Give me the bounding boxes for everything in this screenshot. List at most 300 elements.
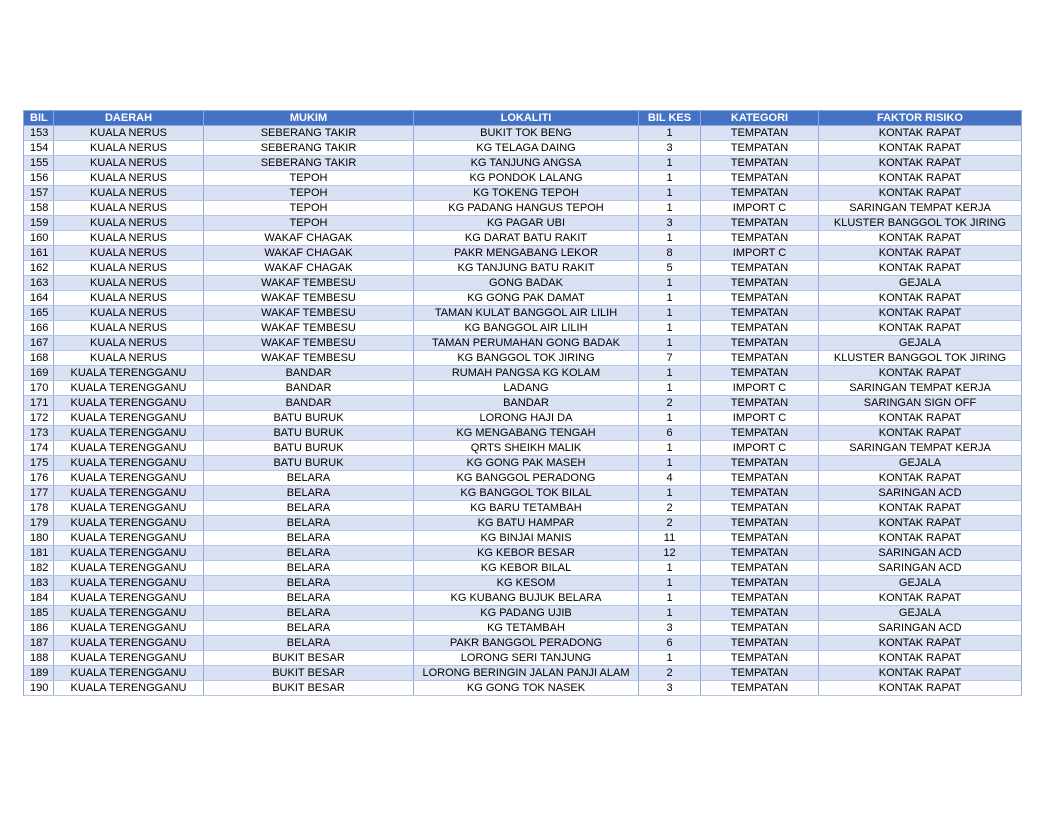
cell-bil: 163	[24, 276, 54, 291]
cell-lokaliti: KG PADANG HANGUS TEPOH	[414, 201, 639, 216]
cell-bil-kes: 2	[639, 501, 701, 516]
cell-bil-kes: 6	[639, 636, 701, 651]
cell-faktor-risiko: KONTAK RAPAT	[819, 651, 1022, 666]
cell-bil-kes: 1	[639, 591, 701, 606]
cell-kategori: TEMPATAN	[701, 366, 819, 381]
cell-faktor-risiko: GEJALA	[819, 456, 1022, 471]
cell-bil: 165	[24, 306, 54, 321]
cell-bil-kes: 1	[639, 306, 701, 321]
cell-kategori: TEMPATAN	[701, 426, 819, 441]
cell-lokaliti: KG BANGGOL AIR LILIH	[414, 321, 639, 336]
cell-lokaliti: KG TELAGA DAING	[414, 141, 639, 156]
cell-kategori: TEMPATAN	[701, 336, 819, 351]
cell-faktor-risiko: GEJALA	[819, 606, 1022, 621]
cell-lokaliti: KG KUBANG BUJUK BELARA	[414, 591, 639, 606]
cell-bil: 181	[24, 546, 54, 561]
case-table	[23, 110, 1022, 696]
table-row	[24, 171, 1022, 186]
table-row	[24, 546, 1022, 561]
cell-daerah: KUALA TERENGGANU	[54, 606, 204, 621]
cell-faktor-risiko: SARINGAN TEMPAT KERJA	[819, 441, 1022, 456]
cell-faktor-risiko: KONTAK RAPAT	[819, 366, 1022, 381]
cell-faktor-risiko: KLUSTER BANGGOL TOK JIRING	[819, 351, 1022, 366]
cell-bil-kes: 7	[639, 351, 701, 366]
cell-lokaliti: KG PAGAR UBI	[414, 216, 639, 231]
cell-daerah: KUALA TERENGGANU	[54, 486, 204, 501]
cell-kategori: TEMPATAN	[701, 546, 819, 561]
cell-daerah: KUALA TERENGGANU	[54, 651, 204, 666]
cell-mukim: TEPOH	[204, 201, 414, 216]
cell-bil: 178	[24, 501, 54, 516]
cell-mukim: WAKAF TEMBESU	[204, 321, 414, 336]
cell-lokaliti: KG KEBOR BESAR	[414, 546, 639, 561]
cell-lokaliti: KG BANGGOL PERADONG	[414, 471, 639, 486]
cell-bil-kes: 1	[639, 156, 701, 171]
cell-mukim: SEBERANG TAKIR	[204, 126, 414, 141]
cell-lokaliti: LORONG SERI TANJUNG	[414, 651, 639, 666]
cell-kategori: TEMPATAN	[701, 231, 819, 246]
cell-kategori: TEMPATAN	[701, 471, 819, 486]
cell-mukim: BELARA	[204, 621, 414, 636]
cell-mukim: BELARA	[204, 531, 414, 546]
cell-mukim: BANDAR	[204, 366, 414, 381]
table-row	[24, 456, 1022, 471]
cell-daerah: KUALA NERUS	[54, 321, 204, 336]
cell-lokaliti: TAMAN KULAT BANGGOL AIR LILIH	[414, 306, 639, 321]
cell-faktor-risiko: KONTAK RAPAT	[819, 411, 1022, 426]
header-mukim: MUKIM	[204, 111, 414, 126]
cell-bil-kes: 1	[639, 126, 701, 141]
cell-daerah: KUALA TERENGGANU	[54, 426, 204, 441]
table-row	[24, 381, 1022, 396]
cell-faktor-risiko: KONTAK RAPAT	[819, 126, 1022, 141]
cell-bil: 173	[24, 426, 54, 441]
cell-daerah: KUALA NERUS	[54, 291, 204, 306]
cell-mukim: SEBERANG TAKIR	[204, 156, 414, 171]
cell-bil: 161	[24, 246, 54, 261]
cell-daerah: KUALA NERUS	[54, 306, 204, 321]
cell-faktor-risiko: KONTAK RAPAT	[819, 681, 1022, 696]
cell-daerah: KUALA TERENGGANU	[54, 576, 204, 591]
cell-kategori: TEMPATAN	[701, 351, 819, 366]
cell-lokaliti: RUMAH PANGSA KG KOLAM	[414, 366, 639, 381]
table-row	[24, 651, 1022, 666]
cell-faktor-risiko: KONTAK RAPAT	[819, 246, 1022, 261]
cell-faktor-risiko: KONTAK RAPAT	[819, 306, 1022, 321]
table-header-row	[24, 111, 1022, 126]
cell-faktor-risiko: KONTAK RAPAT	[819, 636, 1022, 651]
header-lokaliti: LOKALITI	[414, 111, 639, 126]
cell-bil-kes: 12	[639, 546, 701, 561]
cell-mukim: BELARA	[204, 576, 414, 591]
table-row	[24, 126, 1022, 141]
cell-faktor-risiko: KLUSTER BANGGOL TOK JIRING	[819, 216, 1022, 231]
cell-mukim: BELARA	[204, 501, 414, 516]
cell-bil-kes: 1	[639, 561, 701, 576]
cell-bil-kes: 4	[639, 471, 701, 486]
cell-faktor-risiko: SARINGAN TEMPAT KERJA	[819, 381, 1022, 396]
cell-bil-kes: 1	[639, 186, 701, 201]
table-row	[24, 576, 1022, 591]
cell-bil: 189	[24, 666, 54, 681]
cell-mukim: TEPOH	[204, 186, 414, 201]
cell-faktor-risiko: KONTAK RAPAT	[819, 291, 1022, 306]
cell-lokaliti: LORONG BERINGIN JALAN PANJI ALAM	[414, 666, 639, 681]
cell-daerah: KUALA TERENGGANU	[54, 546, 204, 561]
cell-faktor-risiko: KONTAK RAPAT	[819, 666, 1022, 681]
cell-kategori: TEMPATAN	[701, 186, 819, 201]
cell-faktor-risiko: SARINGAN TEMPAT KERJA	[819, 201, 1022, 216]
cell-lokaliti: KG BATU HAMPAR	[414, 516, 639, 531]
cell-bil-kes: 1	[639, 366, 701, 381]
table-row	[24, 366, 1022, 381]
cell-kategori: TEMPATAN	[701, 591, 819, 606]
table-row	[24, 516, 1022, 531]
cell-faktor-risiko: GEJALA	[819, 336, 1022, 351]
cell-bil: 171	[24, 396, 54, 411]
cell-bil: 179	[24, 516, 54, 531]
cell-kategori: TEMPATAN	[701, 621, 819, 636]
cell-daerah: KUALA TERENGGANU	[54, 666, 204, 681]
cell-faktor-risiko: KONTAK RAPAT	[819, 591, 1022, 606]
cell-lokaliti: KG PADANG UJIB	[414, 606, 639, 621]
cell-kategori: TEMPATAN	[701, 681, 819, 696]
cell-faktor-risiko: KONTAK RAPAT	[819, 321, 1022, 336]
cell-daerah: KUALA NERUS	[54, 276, 204, 291]
cell-faktor-risiko: KONTAK RAPAT	[819, 171, 1022, 186]
cell-bil: 176	[24, 471, 54, 486]
cell-faktor-risiko: KONTAK RAPAT	[819, 426, 1022, 441]
table-row	[24, 441, 1022, 456]
cell-lokaliti: QRTS SHEIKH MALIK	[414, 441, 639, 456]
cell-mukim: BUKIT BESAR	[204, 651, 414, 666]
cell-lokaliti: KG BANGGOL TOK BILAL	[414, 486, 639, 501]
cell-mukim: BELARA	[204, 591, 414, 606]
table-row	[24, 276, 1022, 291]
cell-daerah: KUALA TERENGGANU	[54, 636, 204, 651]
cell-bil-kes: 2	[639, 396, 701, 411]
cell-kategori: TEMPATAN	[701, 126, 819, 141]
table-row	[24, 636, 1022, 651]
cell-kategori: TEMPATAN	[701, 396, 819, 411]
table-row	[24, 231, 1022, 246]
cell-bil: 185	[24, 606, 54, 621]
cell-mukim: WAKAF TEMBESU	[204, 351, 414, 366]
cell-lokaliti: PAKR MENGABANG LEKOR	[414, 246, 639, 261]
cell-kategori: TEMPATAN	[701, 261, 819, 276]
cell-bil: 168	[24, 351, 54, 366]
table-row	[24, 336, 1022, 351]
cell-kategori: TEMPATAN	[701, 171, 819, 186]
cell-lokaliti: KG PONDOK LALANG	[414, 171, 639, 186]
cell-lokaliti: KG DARAT BATU RAKIT	[414, 231, 639, 246]
table-row	[24, 261, 1022, 276]
cell-mukim: BATU BURUK	[204, 441, 414, 456]
cell-bil-kes: 1	[639, 336, 701, 351]
cell-faktor-risiko: SARINGAN ACD	[819, 621, 1022, 636]
cell-bil: 159	[24, 216, 54, 231]
cell-bil: 167	[24, 336, 54, 351]
cell-bil: 164	[24, 291, 54, 306]
cell-bil: 182	[24, 561, 54, 576]
cell-mukim: BELARA	[204, 546, 414, 561]
cell-kategori: TEMPATAN	[701, 156, 819, 171]
table-row	[24, 411, 1022, 426]
cell-mukim: WAKAF TEMBESU	[204, 306, 414, 321]
cell-bil: 157	[24, 186, 54, 201]
table-row	[24, 141, 1022, 156]
cell-daerah: KUALA TERENGGANU	[54, 561, 204, 576]
cell-mukim: TEPOH	[204, 171, 414, 186]
cell-daerah: KUALA NERUS	[54, 126, 204, 141]
cell-kategori: IMPORT C	[701, 411, 819, 426]
table-row	[24, 186, 1022, 201]
cell-bil: 190	[24, 681, 54, 696]
cell-bil: 156	[24, 171, 54, 186]
cell-faktor-risiko: SARINGAN ACD	[819, 546, 1022, 561]
cell-lokaliti: KG GONG PAK MASEH	[414, 456, 639, 471]
cell-mukim: BANDAR	[204, 396, 414, 411]
cell-daerah: KUALA TERENGGANU	[54, 441, 204, 456]
cell-daerah: KUALA NERUS	[54, 231, 204, 246]
cell-bil: 154	[24, 141, 54, 156]
cell-daerah: KUALA TERENGGANU	[54, 681, 204, 696]
cell-lokaliti: KG KEBOR BILAL	[414, 561, 639, 576]
header-kategori: KATEGORI	[701, 111, 819, 126]
cell-lokaliti: PAKR BANGGOL PERADONG	[414, 636, 639, 651]
table-row	[24, 351, 1022, 366]
cell-kategori: TEMPATAN	[701, 321, 819, 336]
cell-kategori: TEMPATAN	[701, 531, 819, 546]
cell-lokaliti: GONG BADAK	[414, 276, 639, 291]
cell-daerah: KUALA NERUS	[54, 156, 204, 171]
header-bil-kes: BIL KES	[639, 111, 701, 126]
cell-bil: 174	[24, 441, 54, 456]
cell-mukim: TEPOH	[204, 216, 414, 231]
cell-mukim: BATU BURUK	[204, 456, 414, 471]
table-row	[24, 591, 1022, 606]
cell-bil-kes: 3	[639, 216, 701, 231]
table-row	[24, 531, 1022, 546]
cell-lokaliti: LORONG HAJI DA	[414, 411, 639, 426]
cell-faktor-risiko: GEJALA	[819, 276, 1022, 291]
cell-kategori: IMPORT C	[701, 381, 819, 396]
cell-bil: 170	[24, 381, 54, 396]
cell-faktor-risiko: KONTAK RAPAT	[819, 501, 1022, 516]
cell-mukim: BUKIT BESAR	[204, 666, 414, 681]
cell-bil-kes: 1	[639, 171, 701, 186]
cell-daerah: KUALA TERENGGANU	[54, 471, 204, 486]
cell-kategori: TEMPATAN	[701, 666, 819, 681]
cell-daerah: KUALA TERENGGANU	[54, 366, 204, 381]
cell-bil-kes: 1	[639, 486, 701, 501]
table-row	[24, 396, 1022, 411]
header-faktor-risiko: FAKTOR RISIKO	[819, 111, 1022, 126]
cell-bil: 162	[24, 261, 54, 276]
cell-lokaliti: KG MENGABANG TENGAH	[414, 426, 639, 441]
cell-lokaliti: KG TANJUNG ANGSA	[414, 156, 639, 171]
cell-mukim: BELARA	[204, 486, 414, 501]
cell-faktor-risiko: KONTAK RAPAT	[819, 261, 1022, 276]
cell-bil-kes: 3	[639, 681, 701, 696]
cell-bil: 160	[24, 231, 54, 246]
cell-bil-kes: 3	[639, 621, 701, 636]
cell-bil-kes: 1	[639, 291, 701, 306]
cell-lokaliti: BUKIT TOK BENG	[414, 126, 639, 141]
cell-daerah: KUALA NERUS	[54, 141, 204, 156]
table-row	[24, 561, 1022, 576]
cell-bil: 188	[24, 651, 54, 666]
cell-faktor-risiko: SARINGAN SIGN OFF	[819, 396, 1022, 411]
cell-mukim: BANDAR	[204, 381, 414, 396]
table-row	[24, 246, 1022, 261]
cell-bil: 169	[24, 366, 54, 381]
cell-lokaliti: BANDAR	[414, 396, 639, 411]
cell-lokaliti: KG GONG PAK DAMAT	[414, 291, 639, 306]
cell-bil: 187	[24, 636, 54, 651]
cell-kategori: TEMPATAN	[701, 276, 819, 291]
cell-bil-kes: 1	[639, 456, 701, 471]
cell-kategori: TEMPATAN	[701, 501, 819, 516]
cell-kategori: IMPORT C	[701, 246, 819, 261]
cell-lokaliti: TAMAN PERUMAHAN GONG BADAK	[414, 336, 639, 351]
cell-kategori: TEMPATAN	[701, 561, 819, 576]
cell-bil-kes: 2	[639, 516, 701, 531]
cell-faktor-risiko: KONTAK RAPAT	[819, 141, 1022, 156]
table-row	[24, 681, 1022, 696]
table-row	[24, 426, 1022, 441]
cell-mukim: WAKAF CHAGAK	[204, 231, 414, 246]
cell-daerah: KUALA NERUS	[54, 171, 204, 186]
cell-lokaliti: KG TETAMBAH	[414, 621, 639, 636]
cell-daerah: KUALA TERENGGANU	[54, 411, 204, 426]
cell-lokaliti: KG TOKENG TEPOH	[414, 186, 639, 201]
cell-kategori: TEMPATAN	[701, 606, 819, 621]
table-row	[24, 606, 1022, 621]
cell-daerah: KUALA NERUS	[54, 216, 204, 231]
table-row	[24, 291, 1022, 306]
cell-faktor-risiko: KONTAK RAPAT	[819, 516, 1022, 531]
cell-mukim: BELARA	[204, 636, 414, 651]
cell-bil-kes: 1	[639, 576, 701, 591]
cell-mukim: WAKAF TEMBESU	[204, 336, 414, 351]
cell-bil: 166	[24, 321, 54, 336]
cell-bil: 153	[24, 126, 54, 141]
cell-daerah: KUALA TERENGGANU	[54, 516, 204, 531]
cell-mukim: WAKAF CHAGAK	[204, 261, 414, 276]
cell-mukim: BUKIT BESAR	[204, 681, 414, 696]
cell-mukim: WAKAF TEMBESU	[204, 291, 414, 306]
header-bil: BIL	[24, 111, 54, 126]
table-row	[24, 306, 1022, 321]
cell-bil: 177	[24, 486, 54, 501]
cell-faktor-risiko: KONTAK RAPAT	[819, 471, 1022, 486]
cell-bil: 158	[24, 201, 54, 216]
table-body	[24, 126, 1022, 696]
cell-kategori: TEMPATAN	[701, 651, 819, 666]
cell-bil-kes: 11	[639, 531, 701, 546]
cell-kategori: TEMPATAN	[701, 141, 819, 156]
table-row	[24, 621, 1022, 636]
cell-faktor-risiko: KONTAK RAPAT	[819, 156, 1022, 171]
cell-daerah: KUALA TERENGGANU	[54, 456, 204, 471]
table-row	[24, 471, 1022, 486]
cell-daerah: KUALA NERUS	[54, 186, 204, 201]
cell-kategori: TEMPATAN	[701, 636, 819, 651]
table-row	[24, 156, 1022, 171]
cell-daerah: KUALA NERUS	[54, 246, 204, 261]
cell-kategori: TEMPATAN	[701, 306, 819, 321]
cell-bil-kes: 1	[639, 201, 701, 216]
cell-daerah: KUALA TERENGGANU	[54, 591, 204, 606]
cell-daerah: KUALA TERENGGANU	[54, 501, 204, 516]
cell-faktor-risiko: SARINGAN ACD	[819, 561, 1022, 576]
cell-bil: 180	[24, 531, 54, 546]
cell-bil-kes: 8	[639, 246, 701, 261]
cell-daerah: KUALA TERENGGANU	[54, 531, 204, 546]
cell-daerah: KUALA TERENGGANU	[54, 396, 204, 411]
cell-daerah: KUALA NERUS	[54, 351, 204, 366]
cell-bil-kes: 1	[639, 321, 701, 336]
table-row	[24, 501, 1022, 516]
cell-faktor-risiko: SARINGAN ACD	[819, 486, 1022, 501]
header-daerah: DAERAH	[54, 111, 204, 126]
cell-bil-kes: 6	[639, 426, 701, 441]
cell-kategori: IMPORT C	[701, 201, 819, 216]
cell-bil: 186	[24, 621, 54, 636]
cell-mukim: SEBERANG TAKIR	[204, 141, 414, 156]
cell-daerah: KUALA TERENGGANU	[54, 381, 204, 396]
cell-mukim: BELARA	[204, 516, 414, 531]
cell-bil: 175	[24, 456, 54, 471]
cell-bil-kes: 1	[639, 441, 701, 456]
cell-mukim: BATU BURUK	[204, 426, 414, 441]
cell-faktor-risiko: KONTAK RAPAT	[819, 531, 1022, 546]
case-table-container	[23, 110, 1021, 696]
table-row	[24, 486, 1022, 501]
cell-daerah: KUALA NERUS	[54, 261, 204, 276]
cell-daerah: KUALA TERENGGANU	[54, 621, 204, 636]
table-row	[24, 216, 1022, 231]
cell-daerah: KUALA NERUS	[54, 336, 204, 351]
cell-bil-kes: 2	[639, 666, 701, 681]
cell-mukim: BELARA	[204, 471, 414, 486]
cell-mukim: BATU BURUK	[204, 411, 414, 426]
table-row	[24, 201, 1022, 216]
cell-mukim: WAKAF TEMBESU	[204, 276, 414, 291]
cell-faktor-risiko: KONTAK RAPAT	[819, 186, 1022, 201]
cell-mukim: BELARA	[204, 561, 414, 576]
cell-kategori: TEMPATAN	[701, 456, 819, 471]
cell-lokaliti: KG TANJUNG BATU RAKIT	[414, 261, 639, 276]
cell-lokaliti: KG BARU TETAMBAH	[414, 501, 639, 516]
cell-bil: 155	[24, 156, 54, 171]
cell-mukim: WAKAF CHAGAK	[204, 246, 414, 261]
cell-bil: 172	[24, 411, 54, 426]
cell-bil-kes: 3	[639, 141, 701, 156]
cell-daerah: KUALA NERUS	[54, 201, 204, 216]
cell-kategori: TEMPATAN	[701, 516, 819, 531]
cell-bil: 183	[24, 576, 54, 591]
cell-faktor-risiko: GEJALA	[819, 576, 1022, 591]
cell-lokaliti: KG BANGGOL TOK JIRING	[414, 351, 639, 366]
cell-kategori: TEMPATAN	[701, 576, 819, 591]
cell-lokaliti: LADANG	[414, 381, 639, 396]
cell-lokaliti: KG KESOM	[414, 576, 639, 591]
cell-mukim: BELARA	[204, 606, 414, 621]
cell-kategori: IMPORT C	[701, 441, 819, 456]
cell-kategori: TEMPATAN	[701, 486, 819, 501]
